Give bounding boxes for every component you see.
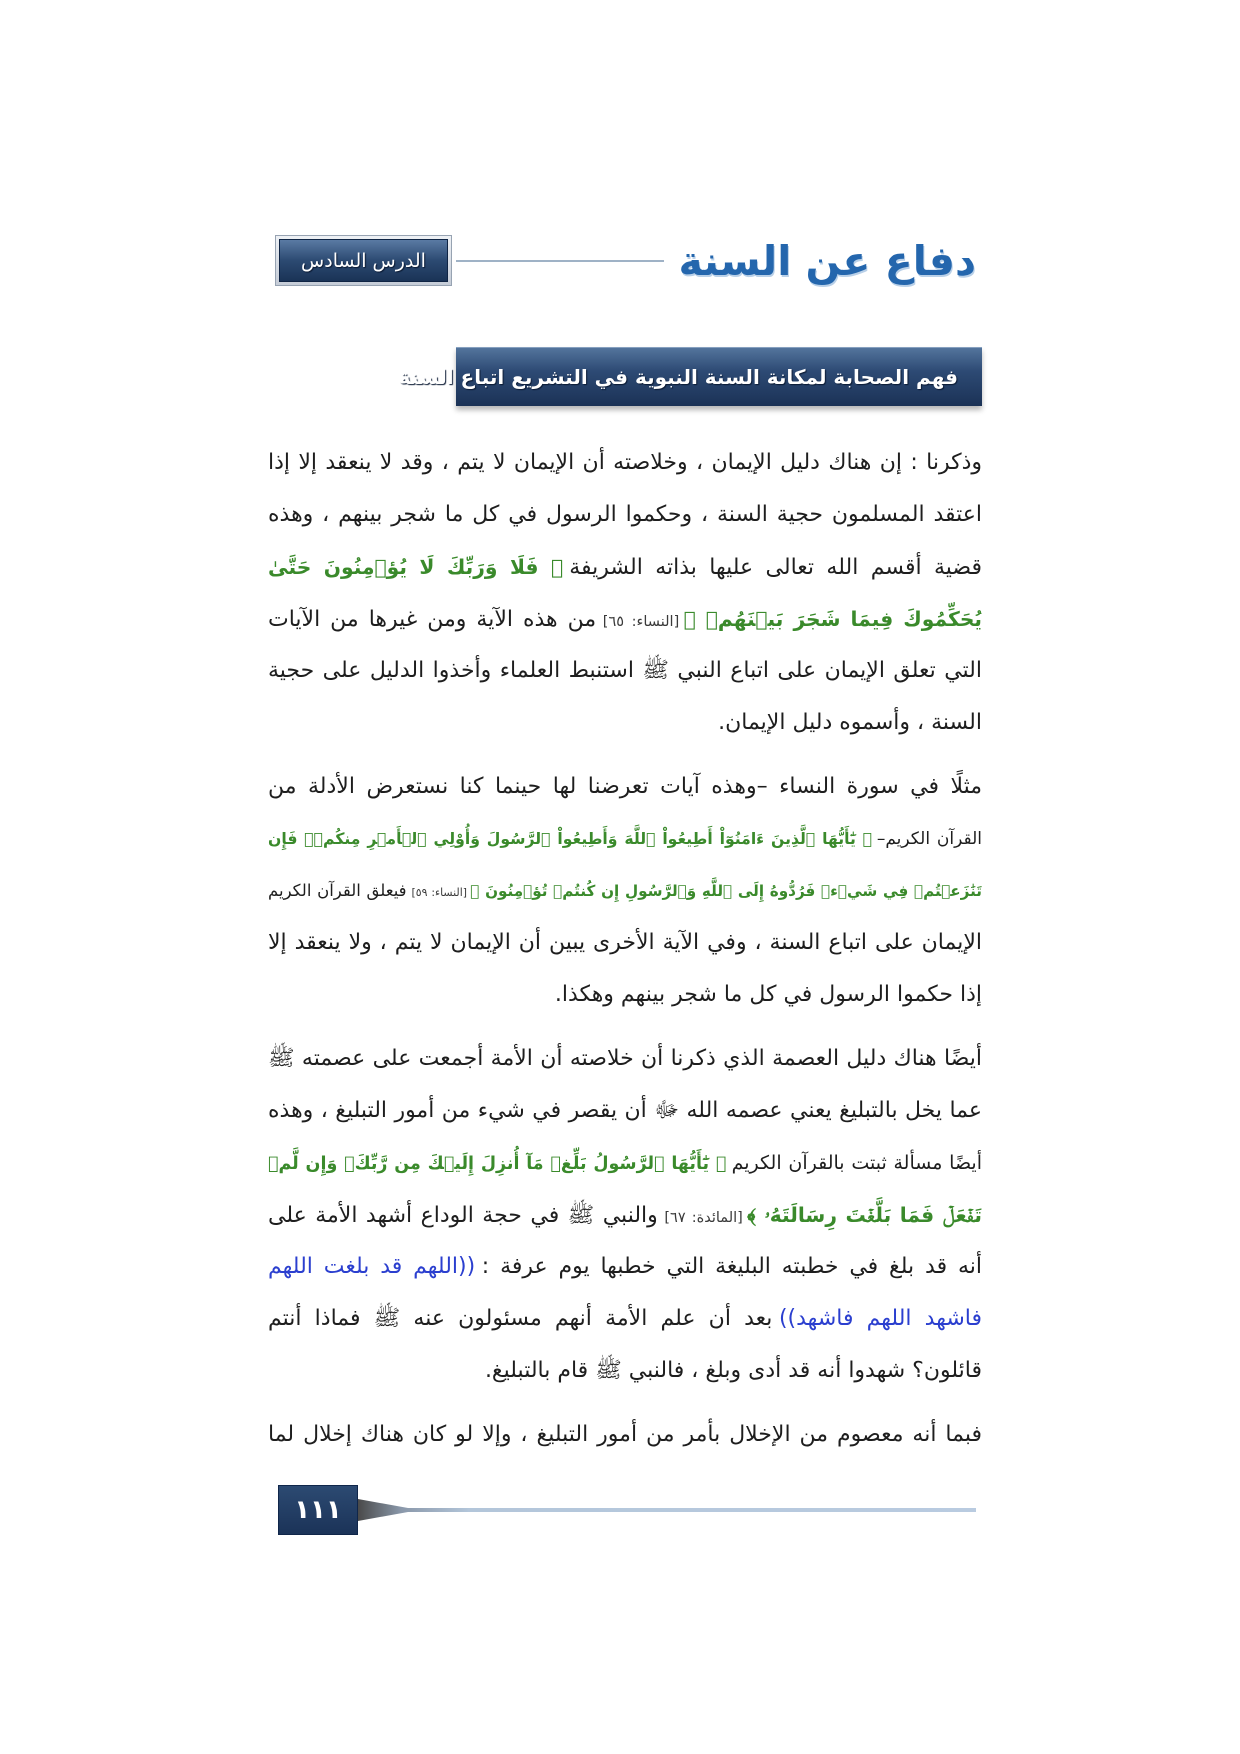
verse-reference: [النساء: ٥٩]: [411, 886, 467, 899]
body-text-run: فبما أنه معصوم من الإخلال بأمر من أمور التبليغ ، وإلا لو كان هناك إخلال لما: [268, 1422, 982, 1447]
text-line: [268, 1345, 982, 1397]
text-line: [268, 1033, 982, 1085]
lesson-badge-inner: [279, 239, 448, 282]
text-line: [268, 697, 982, 749]
hadith-quote: فاشهد اللهم فاشهد)): [778, 1306, 983, 1331]
body-text-run: اعتقد المسلمون حجية السنة ، وحكموا الرسول في كل ما شجر بينهم ، وهذه: [268, 502, 982, 527]
header-rule: [456, 260, 664, 262]
text-line: [268, 1241, 982, 1293]
body-text-run: الإيمان على اتباع السنة ، وفي الآية الأخرى يبين أن الإيمان لا يتم ، ولا ينعقد إلا: [268, 930, 982, 955]
quran-verse: ﴿ فَلَا وَرَبِّكَ لَا يُؤۡمِنُونَ حَتَّىٰ: [268, 555, 564, 579]
text-line: [268, 1293, 982, 1345]
text-line: [268, 761, 982, 813]
text-line: [268, 489, 982, 541]
text-line: [268, 865, 982, 917]
verse-reference: [المائدة: ٦٧]: [664, 1210, 743, 1226]
text-line: [268, 917, 982, 969]
body-text-run: قائلون؟ شهدوا أنه قد أدى وبلغ ، فالنبي ﷺ قام بالتبليغ.: [484, 1358, 982, 1383]
body-text: [268, 437, 982, 1473]
text-line: [268, 437, 982, 489]
body-text-run: إذا حكموا الرسول في كل ما شجر بينهم وهكذا.: [554, 982, 982, 1007]
page-number: ١١١: [294, 1495, 342, 1525]
body-text-run: من هذه الآية ومن غيرها من الآيات: [268, 607, 597, 632]
paragraph: [268, 761, 982, 1021]
lesson-label: الدرس السادس: [301, 249, 426, 272]
verse-reference: [النساء: ٦٥]: [602, 614, 680, 630]
quran-verse: يُحَكِّمُوكَ فِيمَا شَجَرَ بَيۡنَهُمۡ ﴾: [683, 607, 983, 631]
section-heading: [398, 347, 982, 406]
body-text-run: بعد أن علم الأمة أنهم مسئولون عنه ﷺ فماذا أنتم: [268, 1306, 773, 1331]
section-heading-text: فهم الصحابة لمكانة السنة النبوية في التشريع اتباع السنة: [398, 365, 958, 389]
body-text-run: قضية أقسم الله تعالى عليها بذاته الشريفة: [569, 555, 982, 580]
body-text-run: القرآن الكريم–: [876, 829, 982, 849]
quran-verse: ﴿ يَٰٓأَيُّهَا ٱلَّذِينَ ءَامَنُوٓاْ أَطِيعُواْ ٱللَّهَ وَأَطِيعُواْ ٱلرَّسُولَ وَأُوْلِي ٱلۡأَمۡرِ مِنكُمۡۖ فَإِن: [268, 829, 873, 848]
lesson-badge: [275, 235, 452, 286]
page-number-badge: [278, 1485, 358, 1535]
footer-rule: [358, 1498, 976, 1522]
body-text-run: أنه قد بلغ في خطبته البليغة التي خطبها يوم عرفة :: [481, 1254, 982, 1279]
text-line: [268, 1189, 982, 1241]
hadith-quote: ((اللهم قد بلغت اللهم: [268, 1254, 476, 1279]
body-text-run: السنة ، وأسموه دليل الإيمان.: [718, 710, 982, 735]
book-title: دفاع عن السنة: [678, 237, 976, 285]
text-line: [268, 541, 982, 593]
body-text-run: مثلًا في سورة النساء –وهذه آيات تعرضنا لها حينما كنا نستعرض الأدلة من: [268, 774, 982, 799]
body-text-run: وذكرنا : إن هناك دليل الإيمان ، وخلاصته أن الإيمان لا يتم ، وقد لا ينعقد إلا إذا: [268, 450, 982, 475]
page-header: [456, 232, 976, 290]
paragraph: [268, 1033, 982, 1397]
quran-verse: ﴿ يَٰٓأَيُّهَا ٱلرَّسُولُ بَلِّغۡ مَآ أُنزِلَ إِلَيۡكَ مِن رَّبِّكَۖ وَإِن لَّمۡ: [268, 1154, 727, 1174]
text-line: [268, 645, 982, 697]
text-line: [268, 593, 982, 645]
body-text-run: أيضًا هناك دليل العصمة الذي ذكرنا أن خلاصته أن الأمة أجمعت على عصمته ﷺ: [268, 1046, 982, 1071]
body-text-run: فيعلق القرآن الكريم: [268, 881, 407, 900]
footer-rule-shape: [358, 1499, 976, 1521]
body-text-run: التي تعلق الإيمان على اتباع النبي ﷺ استنبط العلماء وأخذوا الدليل على حجية: [268, 658, 982, 683]
paragraph: [268, 1409, 982, 1461]
paragraph: [268, 437, 982, 749]
quran-verse: تَنَٰزَعۡتُمۡ فِي شَيۡءٖ فَرُدُّوهُ إِلَى ٱللَّهِ وَٱلرَّسُولِ إِن كُنتُمۡ تُؤۡمِنُونَ ﴾: [470, 882, 982, 900]
body-text-run: أيضًا مسألة ثبتت بالقرآن الكريم: [731, 1152, 982, 1174]
text-line: [268, 1409, 982, 1461]
text-line: [268, 969, 982, 1021]
body-text-run: والنبي ﷺ في حجة الوداع أشهد الأمة على: [268, 1203, 658, 1228]
text-line: [268, 1137, 982, 1189]
body-text-run: عما يخل بالتبليغ يعني عصمه الله ﷻ أن يقصر في شيء من أمور التبليغ ، وهذه: [268, 1098, 982, 1123]
text-line: [268, 1085, 982, 1137]
quran-verse: تَفۡعَلۡ فَمَا بَلَّغۡتَ رِسَالَتَهُۥ ﴾: [747, 1203, 983, 1227]
text-line: [268, 813, 982, 865]
